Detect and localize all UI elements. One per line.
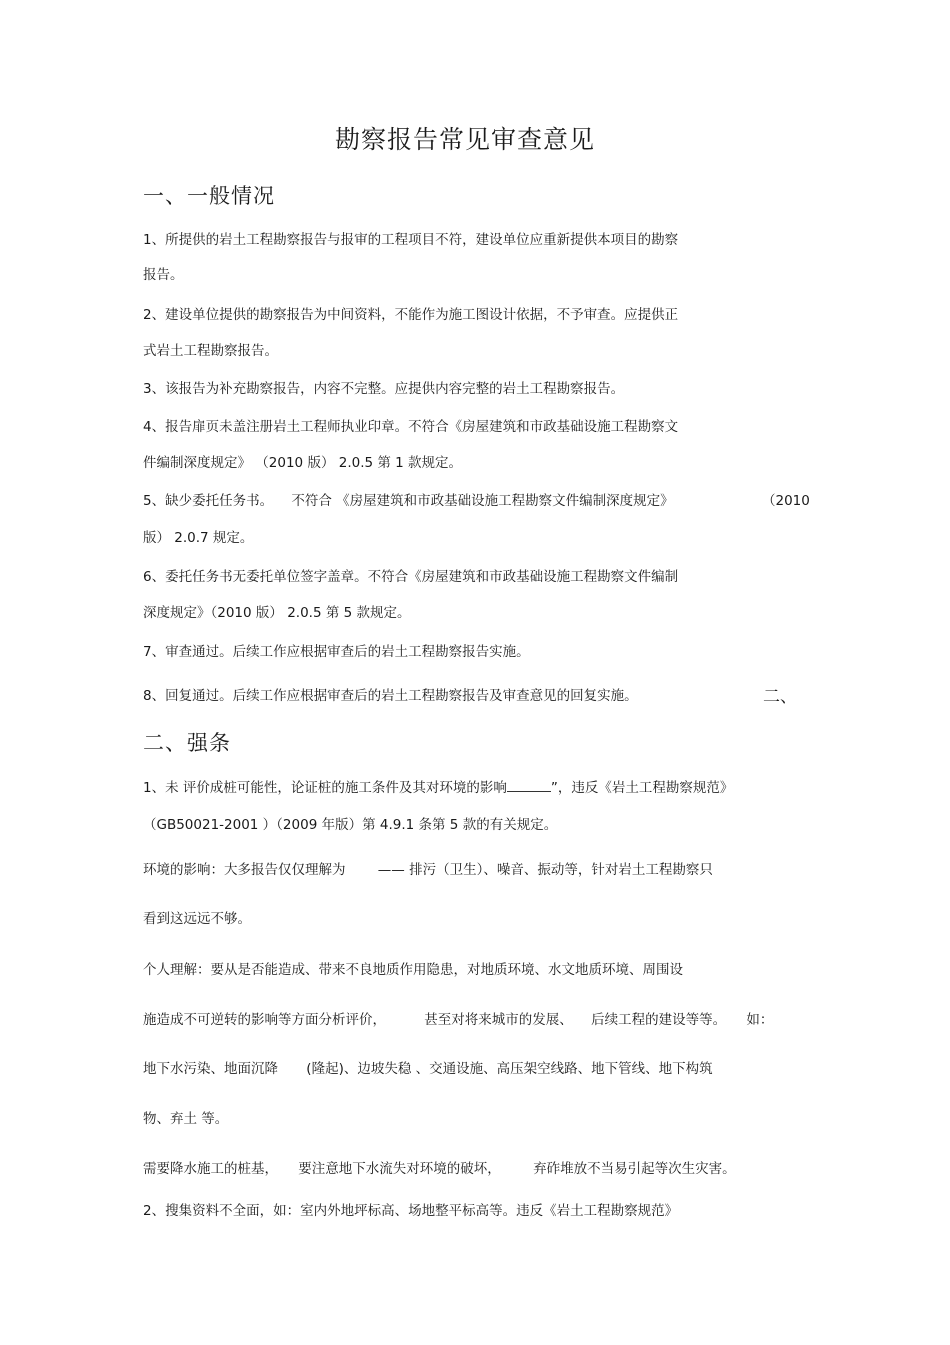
env-part: 环境的影响：大多报告仅仅理解为	[143, 862, 346, 878]
paragraph-line: （GB50021-2001 ）（2009 年版）第 4.9.1 条第 5 款的有关规定。	[143, 817, 558, 833]
paragraph-line: 6、委托任务书无委托单位签字盖章。不符合《房屋建筑和市政基础设施工程勘察文件编制	[143, 569, 679, 585]
pile-part: 要注意地下水流失对环境的破坏，	[298, 1161, 501, 1177]
personal-part: 后续工程的建设等等。	[591, 1012, 727, 1028]
personal-part: (隆起)、边坡失稳 、交通设施、高压架空线路、地下管线、地下构筑	[306, 1061, 713, 1077]
paragraph-line	[143, 489, 674, 509]
paragraph-line: 物、弃土 等。	[143, 1111, 229, 1127]
paragraph-line	[143, 1057, 713, 1077]
item5-year: （2010	[762, 493, 810, 509]
paragraph-line	[143, 1157, 736, 1177]
item5-part: 不符合 《房屋建筑和市政基础设施工程勘察文件编制深度规定》	[291, 493, 674, 509]
underline-blank	[507, 779, 551, 792]
personal-part: 地下水污染、地面沉降	[143, 1061, 278, 1077]
paragraph-line: 2、建设单位提供的勘察报告为中间资料，不能作为施工图设计依据，不予审查。应提供正	[143, 307, 679, 323]
env-part: —— 排污（卫生）、噪音、振动等，针对岩土工程勘察只	[377, 862, 713, 878]
paragraph-line: 报告。	[143, 267, 184, 283]
item1-part: ”，违反《岩土工程勘察规范》	[550, 780, 734, 796]
pile-part: 弃砟堆放不当易引起等次生灾害。	[533, 1161, 736, 1177]
paragraph-line	[143, 1008, 773, 1028]
paragraph-line: 3、该报告为补充勘察报告，内容不完整。应提供内容完整的岩土工程勘察报告。	[143, 381, 625, 397]
paragraph-line: 1、所提供的岩土工程勘察报告与报审的工程项目不符，建设单位应重新提供本项目的勘察	[143, 232, 679, 248]
personal-part: 如：	[746, 1012, 774, 1028]
paragraph-line	[143, 858, 713, 878]
paragraph-line: 看到这远远不够。	[143, 911, 251, 927]
stray-heading-fragment: 二、	[763, 687, 797, 707]
paragraph-line: 8、回复通过。后续工作应根据审查后的岩土工程勘察报告及审查意见的回复实施。	[143, 688, 638, 704]
document-title: 勘察报告常见审查意见	[334, 125, 595, 154]
item5-part: 5、缺少委托任务书。	[143, 493, 274, 509]
paragraph-line: 深度规定》（2010 版） 2.0.5 第 5 款规定。	[143, 605, 411, 621]
paragraph-line: 7、审查通过。后续工作应根据审查后的岩土工程勘察报告实施。	[143, 644, 530, 660]
paragraph-line: 版） 2.0.7 规定。	[143, 530, 254, 546]
paragraph-line: 个人理解：要从是否能造成、带来不良地质作用隐患，对地质环境、水文地质环境、周围设	[143, 962, 683, 978]
section-heading-general: 一、一般情况	[143, 184, 275, 208]
paragraph-line: 4、报告扉页未盖注册岩土工程师执业印章。不符合《房屋建筑和市政基础设施工程勘察文	[143, 419, 679, 435]
paragraph-line	[143, 776, 733, 796]
pile-part: 需要降水施工的桩基，	[143, 1161, 278, 1177]
paragraph-line: 件编制深度规定》 （2010 版） 2.0.5 第 1 款规定。	[143, 455, 463, 471]
paragraph-line: 式岩土工程勘察报告。	[143, 343, 278, 359]
paragraph-line: 2、搜集资料不全面，如：室内外地坪标高、场地整平标高等。违反《岩土工程勘察规范》	[143, 1203, 679, 1219]
personal-part: 甚至对将来城市的发展、	[424, 1012, 573, 1028]
personal-part: 施造成不可逆转的影响等方面分析评价，	[143, 1012, 386, 1028]
item1-part: 1、未 评价成桩可能性，论证桩的施工条件及其对环境的影响	[143, 780, 507, 796]
section-heading-mandatory: 二、强条	[143, 731, 231, 755]
